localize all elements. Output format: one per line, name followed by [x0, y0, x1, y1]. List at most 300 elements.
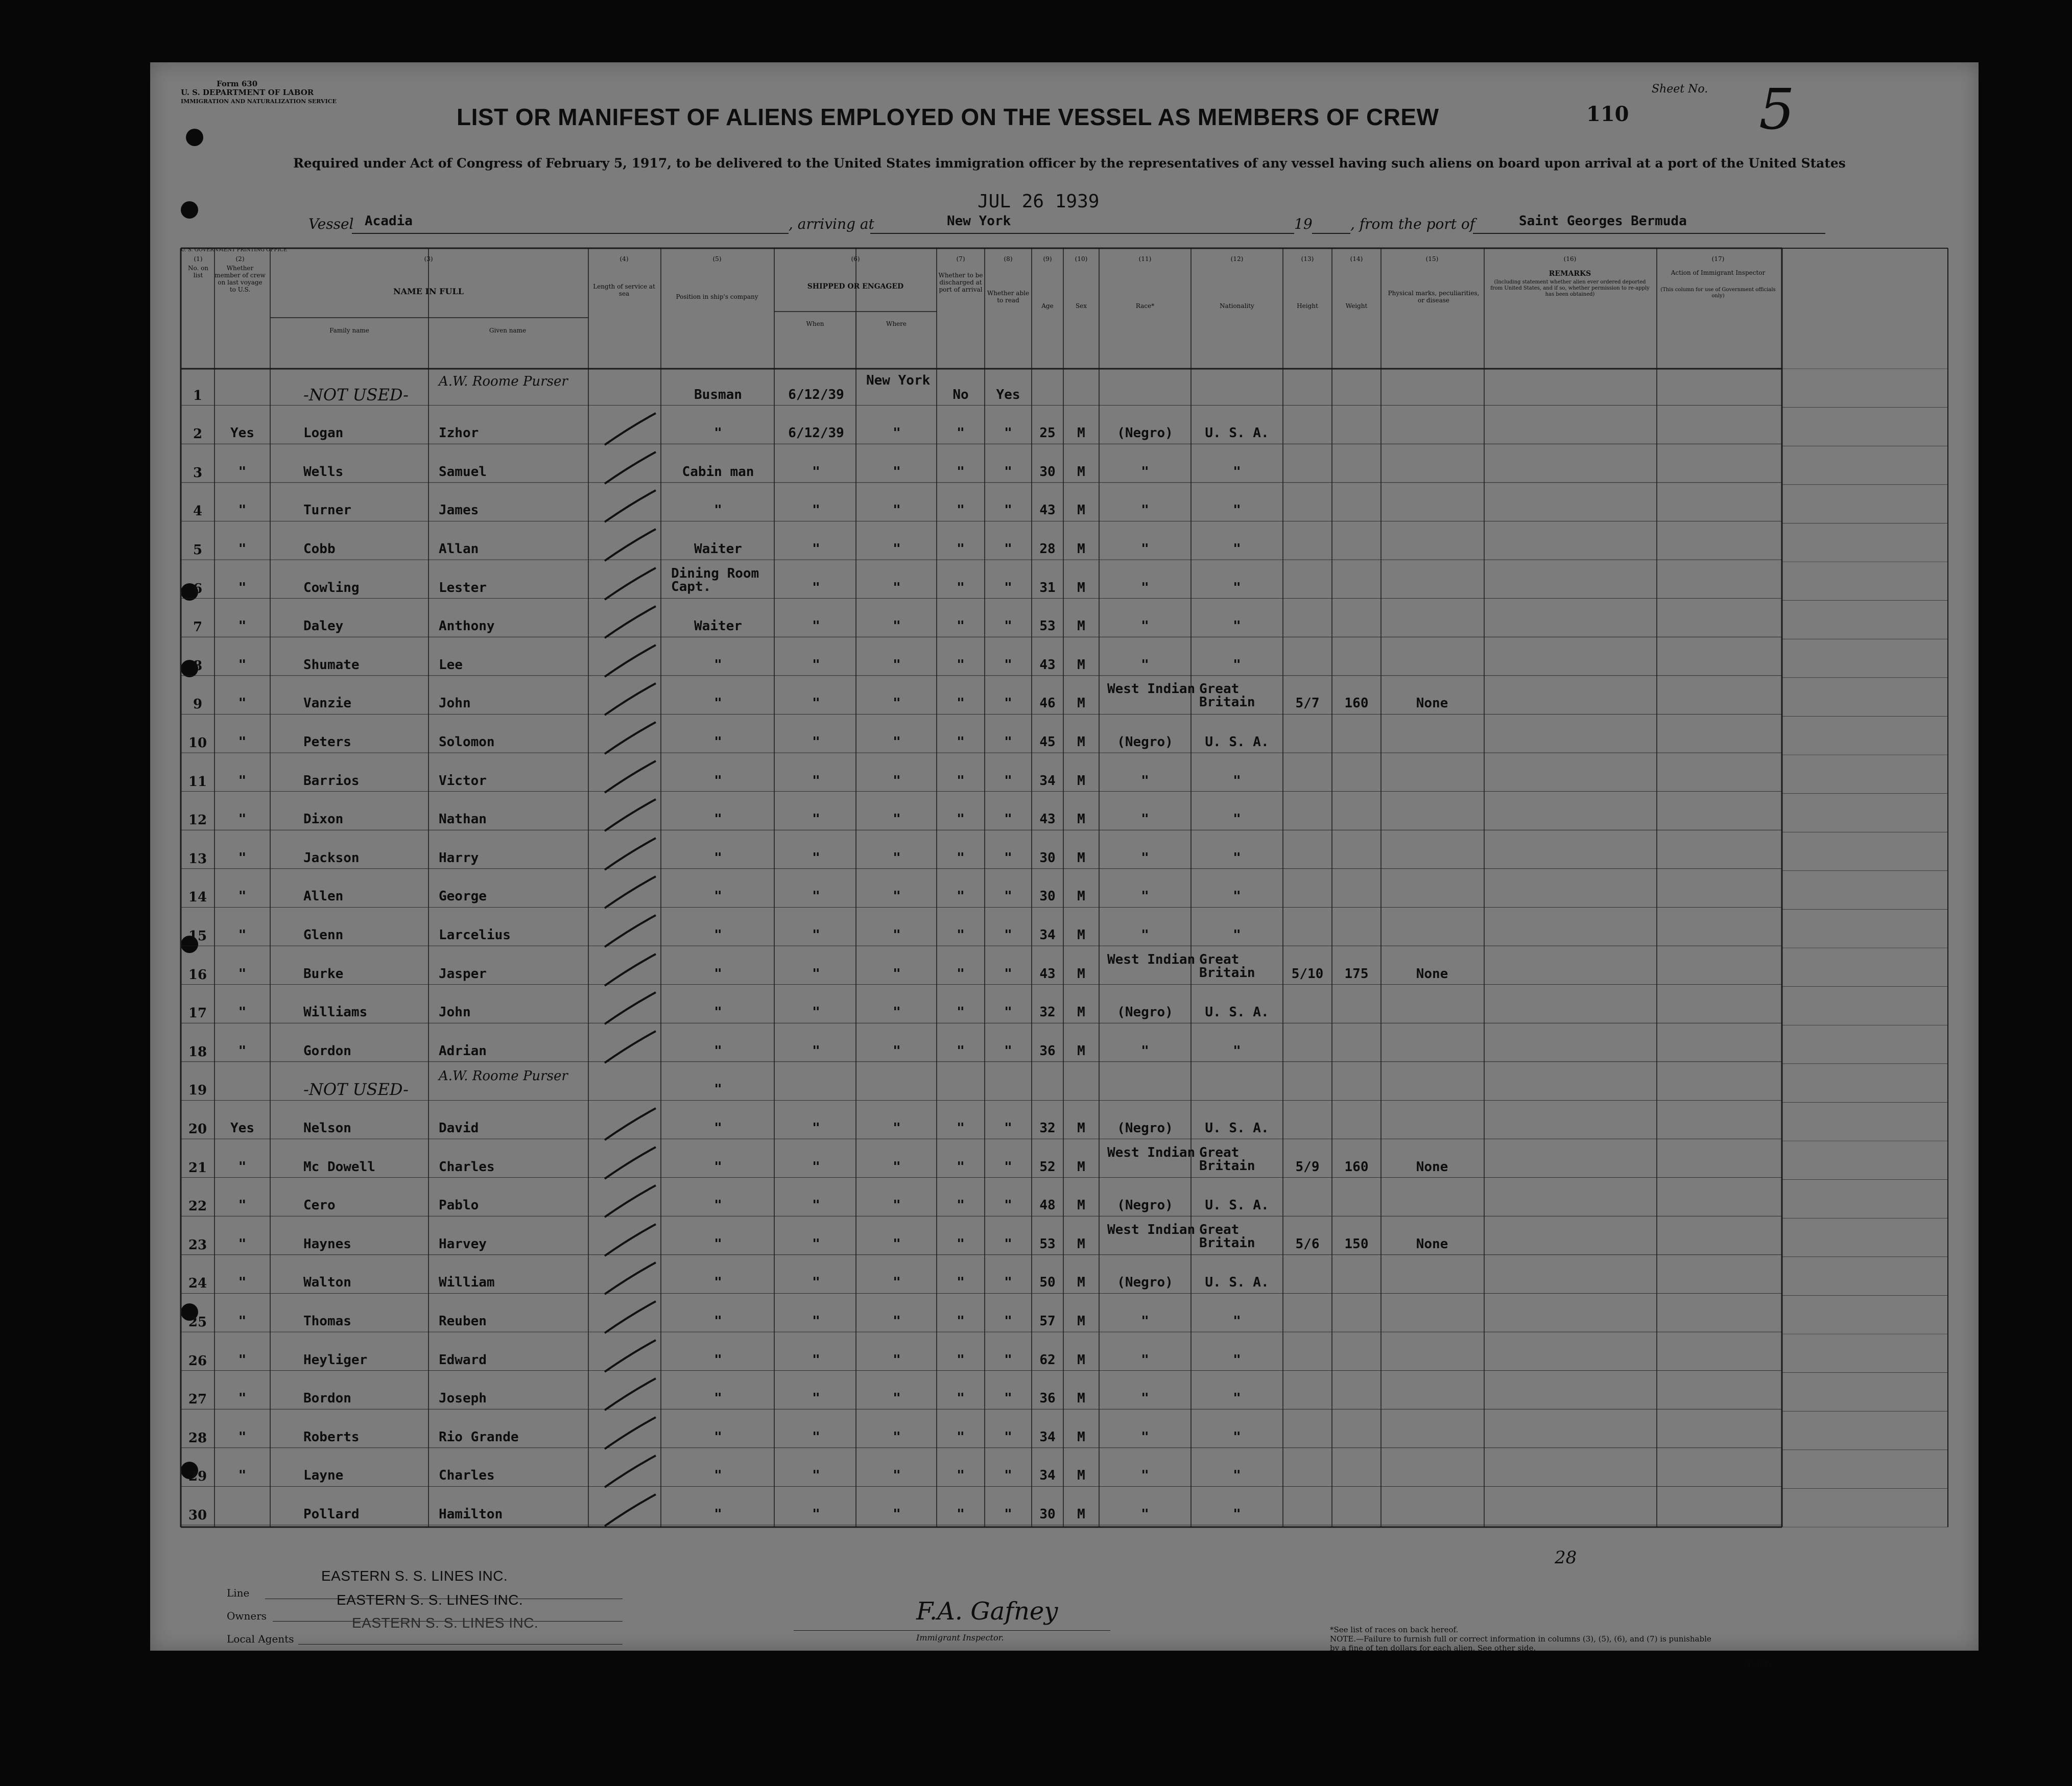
from-port-label: , from the port of	[1350, 216, 1475, 232]
row-number-cell: 22	[188, 1199, 207, 1215]
given-name-cell: Solomon	[439, 734, 495, 750]
col1-title: No. on list	[187, 265, 209, 279]
row-number-cell: 11	[188, 774, 207, 790]
col17-title: Action of Immigrant Inspector	[1671, 269, 1766, 276]
crew-member-cell: "	[238, 927, 247, 943]
given-name-cell: James	[439, 503, 479, 518]
sex-cell: M	[1077, 1236, 1085, 1252]
able-to-read-cell: "	[1004, 1236, 1012, 1252]
crew-member-cell: "	[238, 1391, 247, 1407]
shipped-when-cell: "	[812, 618, 820, 634]
sex-cell: M	[1077, 773, 1085, 789]
nationality-cell: "	[1233, 1352, 1241, 1368]
able-to-read-cell: "	[1004, 1275, 1012, 1291]
shipped-when-cell: "	[812, 464, 820, 480]
crew-member-cell: Yes	[230, 425, 254, 441]
shipped-where-cell: "	[893, 464, 901, 480]
family-name-cell: -NOT USED-	[303, 385, 409, 404]
position-cell: "	[714, 657, 722, 673]
crew-member-cell: "	[238, 657, 247, 673]
discharged-cell: "	[957, 850, 965, 866]
position-cell: "	[714, 927, 722, 943]
printing-office: U. S. GOVERNMENT PRINTING OFFICE	[181, 247, 288, 253]
col2-title: Whether member of crew on last voyage to U.S.	[215, 265, 266, 293]
given-name-cell: Anthony	[439, 618, 495, 634]
sheet-number: 5	[1759, 77, 1795, 142]
position-cell: "	[714, 734, 722, 750]
physical-marks-cell: None	[1416, 966, 1448, 982]
able-to-read-cell: "	[1004, 425, 1012, 441]
nationality-cell: "	[1233, 1429, 1241, 1445]
sex-cell: M	[1077, 1198, 1085, 1213]
able-to-read-cell: "	[1004, 1468, 1012, 1484]
row-number-cell: 24	[188, 1276, 207, 1292]
discharged-cell: No	[952, 387, 969, 402]
sex-cell: M	[1077, 966, 1085, 982]
crew-member-cell: "	[238, 1468, 247, 1484]
row-number-cell: 9	[193, 697, 203, 712]
nationality-cell: U. S. A.	[1205, 734, 1269, 750]
agents-stamp: EASTERN S. S. LINES INC.	[352, 1615, 539, 1631]
col2-number: (2)	[235, 255, 245, 263]
race-cell: "	[1141, 812, 1149, 827]
shipped-where-cell: "	[893, 1005, 901, 1020]
given-name-cell: Pablo	[439, 1198, 479, 1213]
row-number-cell: 21	[188, 1160, 207, 1176]
crew-member-cell: "	[238, 1314, 247, 1329]
discharged-cell: "	[957, 657, 965, 673]
shipped-where-cell: "	[893, 503, 901, 518]
able-to-read-cell: "	[1004, 1391, 1012, 1407]
race-cell: "	[1141, 1507, 1149, 1522]
position-cell: "	[714, 1429, 722, 1445]
given-name-cell: Harvey	[439, 1236, 487, 1252]
able-to-read-cell: "	[1004, 1198, 1012, 1213]
given-name-cell: Larcelius	[439, 927, 511, 943]
row-number-cell: 25	[188, 1315, 207, 1330]
discharged-cell: "	[957, 966, 965, 982]
nationality-cell: "	[1233, 1314, 1241, 1329]
col12-number: (12)	[1230, 255, 1244, 263]
age-cell: 32	[1039, 1005, 1056, 1020]
service-check-mark	[600, 872, 661, 913]
position-cell: "	[714, 812, 722, 827]
sex-cell: M	[1077, 1275, 1085, 1291]
position-cell: "	[714, 1391, 722, 1407]
family-name-cell: Dixon	[303, 812, 344, 827]
nationality-cell: "	[1233, 541, 1241, 557]
family-name-cell: Logan	[303, 425, 344, 441]
given-name-cell: Edward	[439, 1352, 487, 1368]
shipped-where-cell: "	[893, 618, 901, 634]
shipped-when-cell: "	[812, 1236, 820, 1252]
service-check-mark	[600, 1374, 661, 1415]
age-cell: 43	[1039, 812, 1056, 827]
family-name-cell: Glenn	[303, 927, 344, 943]
sex-cell: M	[1077, 1429, 1085, 1445]
given-name-cell: Nathan	[439, 812, 487, 827]
arriving-label: , arriving at	[789, 216, 874, 232]
position-cell: "	[714, 1314, 722, 1329]
position-cell: "	[714, 1198, 722, 1213]
row-number-cell: 1	[193, 388, 203, 403]
race-cell: (Negro)	[1117, 734, 1173, 750]
shipped-where-cell: "	[893, 541, 901, 557]
local-agents-label: Local Agents	[227, 1633, 294, 1645]
sex-cell: M	[1077, 812, 1085, 827]
nationality-cell: "	[1233, 1507, 1241, 1522]
given-name-cell: George	[439, 889, 487, 904]
shipped-when-cell: "	[812, 1159, 820, 1175]
shipped-where-cell: "	[893, 1507, 901, 1522]
crew-member-cell: "	[238, 1429, 247, 1445]
family-name-cell: Daley	[303, 618, 344, 634]
shipped-when-cell: "	[812, 734, 820, 750]
service-check-mark	[600, 795, 661, 836]
shipped-when-cell: "	[812, 580, 820, 596]
row-number-cell: 19	[188, 1083, 207, 1099]
discharged-cell: "	[957, 1275, 965, 1291]
crew-member-cell: "	[238, 1198, 247, 1213]
col6-number: (6)	[851, 255, 860, 263]
row-number-cell: 4	[193, 504, 203, 519]
crew-member-cell: "	[238, 580, 247, 596]
age-cell: 28	[1039, 541, 1056, 557]
row-number-cell: 5	[193, 542, 203, 558]
family-name-cell: Haynes	[303, 1236, 351, 1252]
able-to-read-cell: "	[1004, 464, 1012, 480]
inspector-signature: F.A. Gafney	[916, 1597, 1058, 1626]
form-number-line: Form 630	[217, 79, 258, 88]
discharged-cell: "	[957, 1005, 965, 1020]
shipped-where-cell: "	[893, 889, 901, 904]
col3-family: Family name	[329, 327, 369, 334]
service-check-mark	[600, 1104, 661, 1145]
race-cell: (Negro)	[1117, 1005, 1173, 1020]
col5-title: Position in ship's company	[676, 293, 758, 300]
discharged-cell: "	[957, 1198, 965, 1213]
shipped-when-cell: "	[812, 541, 820, 557]
age-cell: 48	[1039, 1198, 1056, 1213]
discharged-cell: "	[957, 1043, 965, 1059]
able-to-read-cell: "	[1004, 1043, 1012, 1059]
row-number-cell: 20	[188, 1122, 207, 1137]
service-check-mark	[600, 641, 661, 682]
age-cell: 57	[1039, 1314, 1056, 1329]
row-number-cell: 27	[188, 1392, 207, 1408]
age-cell: 30	[1039, 1507, 1056, 1522]
race-cell: (Negro)	[1117, 1198, 1173, 1213]
nationality-cell: "	[1233, 1043, 1241, 1059]
manifest-sheet	[150, 62, 1979, 1668]
col17-number: (17)	[1711, 255, 1725, 263]
sex-cell: M	[1077, 927, 1085, 943]
family-name-cell: Roberts	[303, 1429, 360, 1445]
race-cell: "	[1141, 927, 1149, 943]
able-to-read-cell: "	[1004, 1314, 1012, 1329]
age-cell: 43	[1039, 657, 1056, 673]
age-cell: 34	[1039, 773, 1056, 789]
document-title: LIST OR MANIFEST OF ALIENS EMPLOYED ON THE VESSEL AS MEMBERS OF CREW	[457, 104, 1439, 130]
shipped-when-cell: "	[812, 1043, 820, 1059]
race-cell: (Negro)	[1117, 1121, 1173, 1136]
col3-title: NAME IN FULL	[393, 287, 464, 296]
service-check-mark	[600, 602, 661, 643]
age-cell: 62	[1039, 1352, 1056, 1368]
position-cell: "	[714, 1159, 722, 1175]
race-cell: "	[1141, 1314, 1149, 1329]
crew-member-cell: "	[238, 812, 247, 827]
given-name-cell: Hamilton	[439, 1507, 503, 1522]
family-name-cell: Layne	[303, 1468, 344, 1484]
height-cell: 5/6	[1295, 1236, 1320, 1252]
service-check-mark	[600, 1297, 661, 1338]
shipped-when-cell: "	[812, 850, 820, 866]
weight-cell: 160	[1344, 696, 1369, 711]
discharged-cell: "	[957, 927, 965, 943]
race-cell: "	[1141, 773, 1149, 789]
nationality-cell: "	[1233, 503, 1241, 518]
service-check-mark	[600, 564, 661, 605]
sex-cell: M	[1077, 541, 1085, 557]
discharged-cell: "	[957, 696, 965, 711]
age-cell: 34	[1039, 1468, 1056, 1484]
discharged-cell: "	[957, 1236, 965, 1252]
nationality-cell: "	[1233, 657, 1241, 673]
position-cell: "	[714, 1468, 722, 1484]
age-cell: 43	[1039, 966, 1056, 982]
crew-member-cell: "	[238, 1005, 247, 1020]
family-name-cell: Nelson	[303, 1121, 351, 1136]
age-cell: 30	[1039, 889, 1056, 904]
shipped-when-cell: "	[812, 1121, 820, 1136]
shipped-where-cell: "	[893, 773, 901, 789]
family-name-cell: Gordon	[303, 1043, 351, 1059]
shipped-where-cell: New York	[866, 372, 931, 388]
nationality-cell: "	[1233, 812, 1241, 827]
crew-member-cell: "	[238, 1043, 247, 1059]
position-cell: Waiter	[694, 618, 742, 634]
family-name-cell: Cobb	[303, 541, 336, 557]
age-cell: 32	[1039, 1121, 1056, 1136]
shipped-when-cell: "	[812, 773, 820, 789]
discharged-cell: "	[957, 503, 965, 518]
col3-number: (3)	[424, 255, 433, 263]
discharged-cell: "	[957, 812, 965, 827]
col10-title: Sex	[1075, 302, 1087, 309]
family-name-cell: Williams	[303, 1005, 368, 1020]
weight-cell: 150	[1344, 1236, 1369, 1252]
discharged-cell: "	[957, 425, 965, 441]
given-name-cell: John	[439, 1005, 471, 1020]
shipped-where-cell: "	[893, 1391, 901, 1407]
shipped-where-cell: "	[893, 966, 901, 982]
age-cell: 25	[1039, 425, 1056, 441]
able-to-read-cell: "	[1004, 773, 1012, 789]
col15-number: (15)	[1425, 255, 1439, 263]
able-to-read-cell: "	[1004, 618, 1012, 634]
race-cell: West Indian	[1107, 951, 1196, 967]
shipped-where-cell: "	[893, 1236, 901, 1252]
col7-number: (7)	[956, 255, 965, 263]
nationality-cell: Great Britain	[1199, 1222, 1255, 1251]
service-check-mark	[600, 718, 661, 759]
shipped-when-cell: "	[812, 927, 820, 943]
col1-number: (1)	[194, 255, 203, 263]
shipped-when-cell: "	[812, 889, 820, 904]
crew-member-cell: "	[238, 696, 247, 711]
position-cell: Dining Room Capt.	[671, 565, 759, 594]
col13-title: Height	[1297, 302, 1318, 309]
col8-number: (8)	[1004, 255, 1013, 263]
col5-number: (5)	[712, 255, 722, 263]
race-cell: "	[1141, 850, 1149, 866]
race-cell: "	[1141, 657, 1149, 673]
nationality-cell: "	[1233, 618, 1241, 634]
service-check-mark	[600, 1413, 661, 1454]
physical-marks-cell: None	[1416, 1236, 1448, 1252]
given-name-cell: Jasper	[439, 966, 487, 982]
row-number-cell: 17	[188, 1006, 207, 1021]
service-check-mark	[600, 834, 661, 875]
service-check-mark	[600, 1258, 661, 1299]
nationality-cell: "	[1233, 927, 1241, 943]
sex-cell: M	[1077, 1391, 1085, 1407]
sex-cell: M	[1077, 850, 1085, 866]
sex-cell: M	[1077, 1507, 1085, 1522]
penalty-note: NOTE.—Failure to furnish full or correct information in columns (3), (5), (6), and (7) is punishable by a fine of ten dollars for each alien. See other side.	[1330, 1634, 1711, 1653]
col4-number: (4)	[620, 255, 629, 263]
col6-title: SHIPPED OR ENGAGED	[807, 282, 904, 291]
nationality-cell: U. S. A.	[1205, 1005, 1269, 1020]
nationality-cell: U. S. A.	[1205, 425, 1269, 441]
position-cell: Cabin man	[682, 464, 754, 480]
vessel-label: Vessel	[308, 216, 354, 232]
given-name-cell: Izhor	[439, 425, 479, 441]
position-cell: "	[714, 1121, 722, 1136]
col16-subtitle: (Including statement whether alien ever ordered deported from United States, and if so, whether permission to re-apply has been obtained)	[1490, 279, 1650, 297]
family-name-cell: Peters	[303, 734, 351, 750]
race-cell: "	[1141, 1391, 1149, 1407]
position-cell: Waiter	[694, 541, 742, 557]
from-port: Saint Georges Bermuda	[1519, 213, 1687, 229]
legal-requirement: Required under Act of Congress of February 5, 1917, to be delivered to the United States immigration officer by the representatives of any vessel having such aliens on board upon arrival at a port of the United States	[293, 156, 1846, 171]
family-name-cell: Turner	[303, 503, 351, 518]
col16-title: REMARKS	[1549, 270, 1591, 278]
col3-given: Given name	[489, 327, 527, 334]
given-name-cell: Samuel	[439, 464, 487, 480]
col4-title: Length of service at sea	[593, 283, 655, 297]
col10-number: (10)	[1075, 255, 1088, 263]
physical-marks-cell: None	[1416, 696, 1448, 711]
able-to-read-cell: "	[1004, 541, 1012, 557]
family-name-cell: Shumate	[303, 657, 360, 673]
shipped-when-cell: "	[812, 657, 820, 673]
race-cell: "	[1141, 541, 1149, 557]
row-number-cell: 3	[193, 465, 203, 481]
service-check-mark	[600, 757, 661, 798]
agents-underline	[298, 1644, 623, 1645]
discharged-cell: "	[957, 464, 965, 480]
shipped-where-cell: "	[893, 850, 901, 866]
service-check-mark	[600, 525, 661, 566]
given-name-cell: Harry	[439, 850, 479, 866]
able-to-read-cell: "	[1004, 966, 1012, 982]
row-number-cell: 8	[193, 658, 203, 674]
weight-cell: 160	[1344, 1159, 1369, 1175]
able-to-read-cell: "	[1004, 889, 1012, 904]
given-name-cell: Victor	[439, 773, 487, 789]
row-number-cell: 14	[188, 890, 207, 906]
shipped-when-cell: "	[812, 503, 820, 518]
col6-when: When	[806, 320, 824, 327]
nationality-cell: "	[1233, 464, 1241, 480]
shipped-when-cell: 6/12/39	[788, 425, 844, 441]
margin-note: 28	[1555, 1547, 1577, 1568]
family-name-cell: Mc Dowell	[303, 1159, 375, 1175]
nationality-cell: Great Britain	[1199, 1145, 1255, 1174]
shipped-when-cell: 6/12/39	[788, 387, 844, 402]
position-cell: "	[714, 1275, 722, 1291]
sex-cell: M	[1077, 503, 1085, 518]
shipped-where-cell: "	[893, 580, 901, 596]
sex-cell: M	[1077, 1043, 1085, 1059]
position-cell: "	[714, 696, 722, 711]
race-cell: "	[1141, 1043, 1149, 1059]
shipped-where-cell: "	[893, 425, 901, 441]
shipped-when-cell: "	[812, 1352, 820, 1368]
shipped-when-cell: "	[812, 1468, 820, 1484]
row-number-cell: 18	[188, 1044, 207, 1060]
discharged-cell: "	[957, 734, 965, 750]
service-check-mark	[600, 409, 661, 450]
row-number-cell: 23	[188, 1237, 207, 1253]
col7-title: Whether to be discharged at port of arrival	[938, 272, 983, 293]
discharged-cell: "	[957, 1121, 965, 1136]
crew-member-cell: "	[238, 1236, 247, 1252]
able-to-read-cell: "	[1004, 1352, 1012, 1368]
row-number-cell: 29	[188, 1469, 207, 1485]
sex-cell: M	[1077, 657, 1085, 673]
nationality-cell: U. S. A.	[1205, 1198, 1269, 1213]
shipped-when-cell: "	[812, 966, 820, 982]
family-name-cell: Heyliger	[303, 1352, 368, 1368]
age-cell: 45	[1039, 734, 1056, 750]
col13-number: (13)	[1301, 255, 1314, 263]
family-name-cell: Bordon	[303, 1391, 351, 1407]
print-code: 14—1940	[1744, 1661, 1771, 1668]
col11-title: Race*	[1135, 302, 1155, 309]
physical-marks-cell: None	[1416, 1159, 1448, 1175]
age-cell: 34	[1039, 927, 1056, 943]
discharged-cell: "	[957, 541, 965, 557]
age-cell: 52	[1039, 1159, 1056, 1175]
sex-cell: M	[1077, 1159, 1085, 1175]
able-to-read-cell: "	[1004, 1507, 1012, 1522]
given-name-cell: John	[439, 696, 471, 711]
race-cell: West Indian	[1107, 681, 1196, 697]
service-check-mark	[600, 1143, 661, 1184]
col12-title: Nationality	[1220, 302, 1254, 309]
line-stamp-top: EASTERN S. S. LINES INC.	[321, 1568, 508, 1584]
given-name-cell: David	[439, 1121, 479, 1136]
service-check-mark	[600, 1490, 661, 1531]
age-cell: 36	[1039, 1391, 1056, 1407]
able-to-read-cell: "	[1004, 696, 1012, 711]
signature-underline	[794, 1630, 1110, 1631]
position-cell: "	[714, 425, 722, 441]
position-cell: "	[714, 1043, 722, 1059]
